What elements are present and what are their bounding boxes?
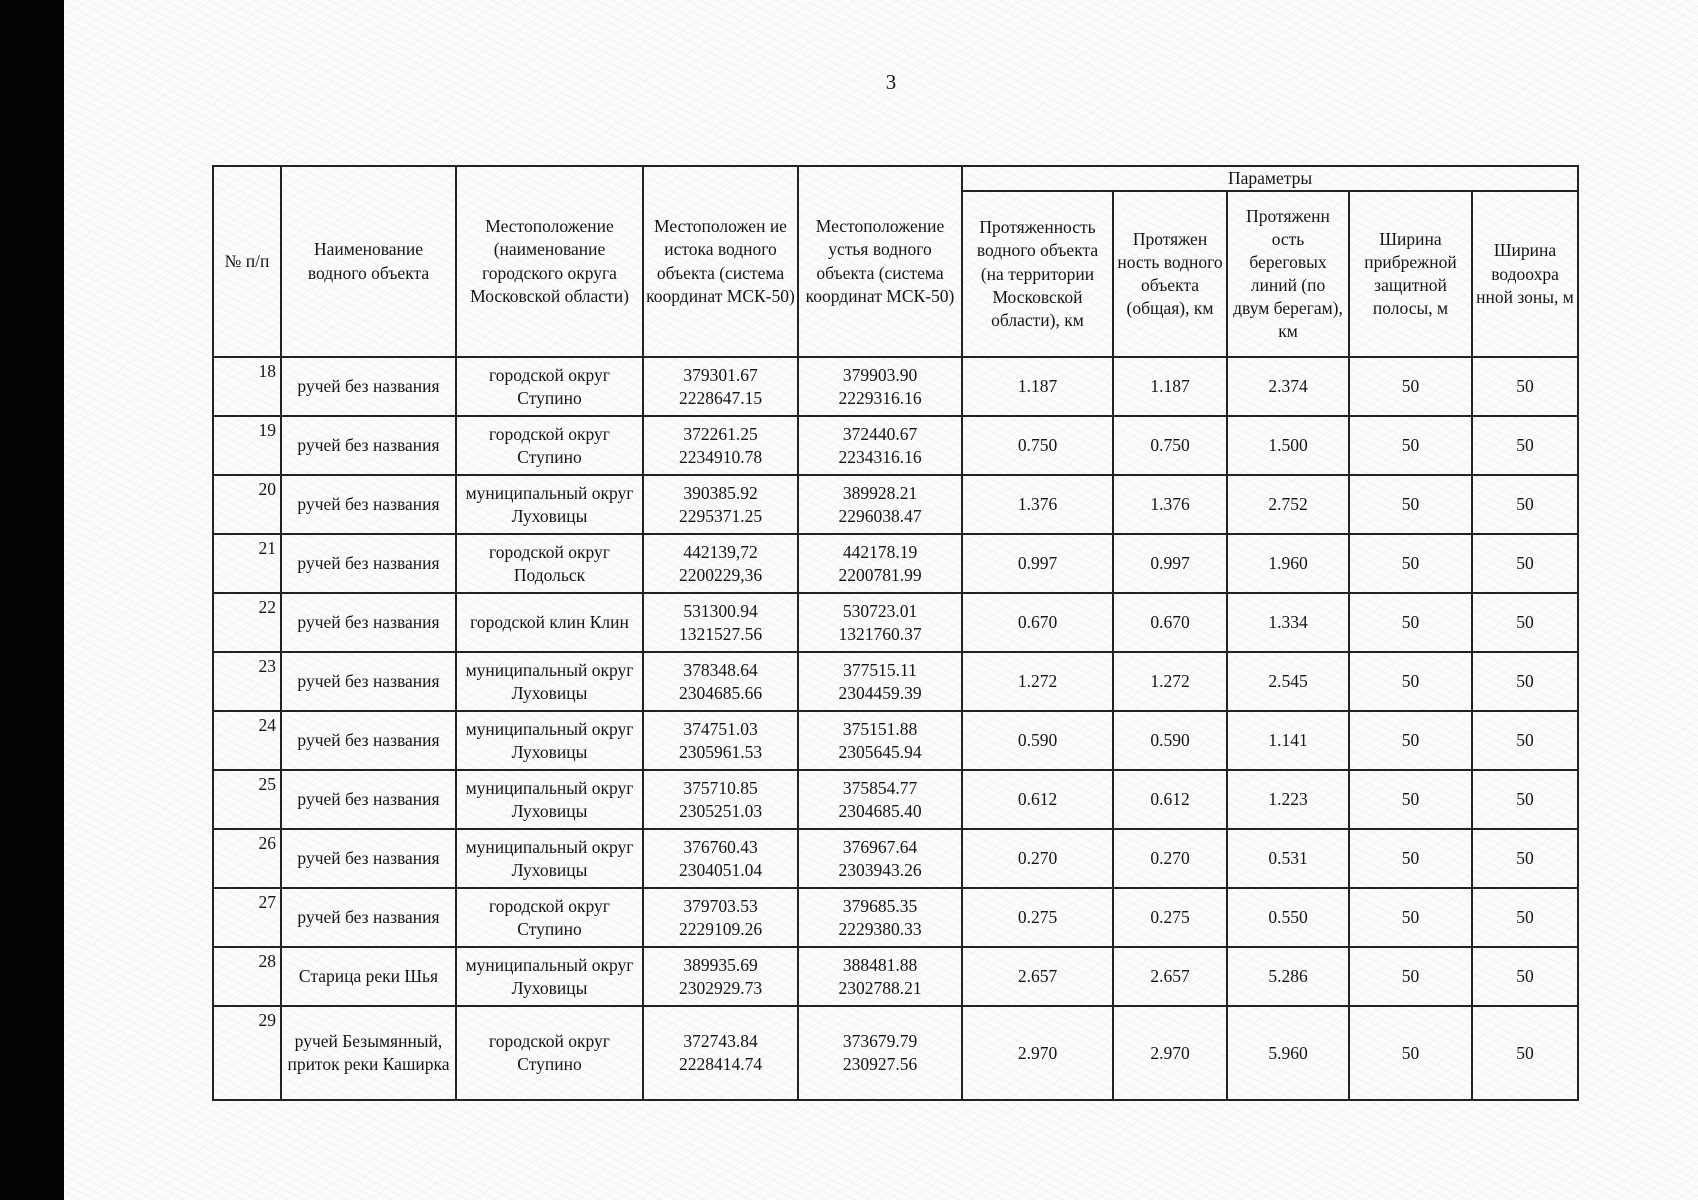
row-number: 19 (213, 416, 281, 475)
row-number: 23 (213, 652, 281, 711)
mouth-x: 530723.01 (842, 600, 918, 621)
mouth-coordinates (798, 888, 962, 947)
source-coordinates (643, 829, 798, 888)
scanner-edge (0, 0, 64, 1200)
water-object-name: ручей Безымянный, приток реки Каширка (281, 1006, 456, 1100)
water-object-name: ручей без названия (281, 711, 456, 770)
mouth-coordinates (798, 1006, 962, 1100)
protection-zone-value: 50 (1472, 357, 1578, 416)
source-y: 2229109.26 (678, 918, 763, 939)
source-y: 1321527.56 (678, 623, 763, 644)
length-region-value: 0.590 (962, 711, 1113, 770)
source-y: 2228414.74 (678, 1054, 763, 1075)
source-coordinates (643, 652, 798, 711)
row-number: 28 (213, 947, 281, 1006)
length-region-value: 0.612 (962, 770, 1113, 829)
protection-zone-value: 50 (1472, 652, 1578, 711)
source-y: 2305961.53 (678, 741, 763, 762)
location-name: городской округ Подольск (456, 534, 643, 593)
mouth-x: 389928.21 (842, 482, 918, 503)
shore-length-value: 1.334 (1227, 593, 1349, 652)
mouth-y: 2304685.40 (838, 800, 922, 821)
mouth-coordinates (798, 416, 962, 475)
source-coordinates (643, 947, 798, 1006)
protection-zone-value: 50 (1472, 711, 1578, 770)
source-coordinates (643, 357, 798, 416)
protection-zone-value: 50 (1472, 947, 1578, 1006)
location-name: городской округ Ступино (456, 357, 643, 416)
shore-length-value: 2.545 (1227, 652, 1349, 711)
source-coordinates (643, 888, 798, 947)
table-row (213, 416, 1578, 475)
coastal-strip-value: 50 (1349, 888, 1472, 947)
table-body (213, 357, 1578, 1100)
source-coordinates (643, 475, 798, 534)
source-x: 379703.53 (683, 895, 758, 916)
length-region-value: 0.275 (962, 888, 1113, 947)
location-name: муниципальный округ Луховицы (456, 770, 643, 829)
mouth-y: 2229316.16 (838, 387, 922, 408)
source-x: 389935.69 (683, 954, 758, 975)
source-y: 2304685.66 (678, 682, 763, 703)
mouth-y: 2229380.33 (838, 918, 922, 939)
protection-zone-value: 50 (1472, 829, 1578, 888)
length-total-value: 0.612 (1113, 770, 1227, 829)
table-row (213, 947, 1578, 1006)
location-name: муниципальный округ Луховицы (456, 652, 643, 711)
coastal-strip-value: 50 (1349, 475, 1472, 534)
coastal-strip-value: 50 (1349, 593, 1472, 652)
source-coordinates (643, 593, 798, 652)
header-source: Местоположен ие истока водного объекта (система координат МСК-50) (643, 166, 798, 357)
row-number: 25 (213, 770, 281, 829)
water-object-name: ручей без названия (281, 357, 456, 416)
water-object-name: ручей без названия (281, 888, 456, 947)
location-name: городской округ Ступино (456, 1006, 643, 1100)
length-total-value: 0.590 (1113, 711, 1227, 770)
location-name: городской округ Ступино (456, 416, 643, 475)
mouth-x: 379685.35 (842, 895, 918, 916)
header-length-region: Протяженность водного объекта (на территории Московской области), км (962, 191, 1113, 357)
length-region-value: 1.187 (962, 357, 1113, 416)
row-number: 26 (213, 829, 281, 888)
row-number: 20 (213, 475, 281, 534)
length-region-value: 1.376 (962, 475, 1113, 534)
table-row (213, 1006, 1578, 1100)
row-number: 27 (213, 888, 281, 947)
header-length-total: Протяжен ность водного объекта (общая), км (1113, 191, 1227, 357)
source-x: 531300.94 (683, 600, 758, 621)
mouth-y: 2200781.99 (838, 564, 922, 585)
source-x: 375710.85 (683, 777, 758, 798)
length-total-value: 0.270 (1113, 829, 1227, 888)
water-object-name: ручей без названия (281, 593, 456, 652)
mouth-coordinates (798, 829, 962, 888)
coastal-strip-value: 50 (1349, 829, 1472, 888)
water-object-name: ручей без названия (281, 770, 456, 829)
length-total-value: 0.670 (1113, 593, 1227, 652)
mouth-coordinates (798, 947, 962, 1006)
source-y: 2295371.25 (678, 505, 763, 526)
mouth-y: 1321760.37 (838, 623, 922, 644)
length-total-value: 2.657 (1113, 947, 1227, 1006)
mouth-y: 2304459.39 (838, 682, 922, 703)
source-coordinates (643, 711, 798, 770)
water-objects-table (212, 165, 1579, 1101)
mouth-x: 377515.11 (843, 659, 917, 680)
coastal-strip-value: 50 (1349, 534, 1472, 593)
mouth-y: 230927.56 (842, 1054, 918, 1075)
row-number: 21 (213, 534, 281, 593)
table-row (213, 829, 1578, 888)
table-row (213, 475, 1578, 534)
header-shore-length: Протяженн ость береговых линий (по двум берегам), км (1227, 191, 1349, 357)
location-name: городской клин Клин (456, 593, 643, 652)
shore-length-value: 1.960 (1227, 534, 1349, 593)
length-total-value: 1.187 (1113, 357, 1227, 416)
mouth-x: 375151.88 (842, 718, 918, 739)
length-total-value: 0.997 (1113, 534, 1227, 593)
source-coordinates (643, 770, 798, 829)
mouth-y: 2305645.94 (838, 741, 922, 762)
protection-zone-value: 50 (1472, 534, 1578, 593)
shore-length-value: 2.752 (1227, 475, 1349, 534)
mouth-y: 2302788.21 (838, 977, 922, 998)
mouth-coordinates (798, 770, 962, 829)
length-total-value: 0.750 (1113, 416, 1227, 475)
source-x: 379301.67 (683, 364, 758, 385)
page-number: 3 (885, 70, 897, 94)
length-total-value: 1.272 (1113, 652, 1227, 711)
location-name: муниципальный округ Луховицы (456, 711, 643, 770)
mouth-coordinates (798, 593, 962, 652)
location-name: муниципальный округ Луховицы (456, 829, 643, 888)
shore-length-value: 2.374 (1227, 357, 1349, 416)
water-object-name: ручей без названия (281, 652, 456, 711)
source-coordinates (643, 1006, 798, 1100)
coastal-strip-value: 50 (1349, 711, 1472, 770)
source-x: 372261.25 (683, 423, 758, 444)
shore-length-value: 0.531 (1227, 829, 1349, 888)
mouth-x: 376967.64 (842, 836, 918, 857)
coastal-strip-value: 50 (1349, 1006, 1472, 1100)
source-y: 2234910.78 (678, 446, 763, 467)
mouth-coordinates (798, 711, 962, 770)
length-region-value: 0.997 (962, 534, 1113, 593)
location-name: городской округ Ступино (456, 888, 643, 947)
source-x: 442139,72 (683, 541, 758, 562)
row-number: 29 (213, 1006, 281, 1100)
shore-length-value: 5.286 (1227, 947, 1349, 1006)
length-region-value: 2.970 (962, 1006, 1113, 1100)
water-object-name: ручей без названия (281, 416, 456, 475)
shore-length-value: 1.500 (1227, 416, 1349, 475)
coastal-strip-value: 50 (1349, 652, 1472, 711)
table-row (213, 888, 1578, 947)
coastal-strip-value: 50 (1349, 770, 1472, 829)
table-row (213, 357, 1578, 416)
water-object-name: ручей без названия (281, 475, 456, 534)
table-row (213, 711, 1578, 770)
source-x: 390385.92 (683, 482, 758, 503)
mouth-y: 2296038.47 (838, 505, 922, 526)
coastal-strip-value: 50 (1349, 357, 1472, 416)
row-number: 22 (213, 593, 281, 652)
coastal-strip-value: 50 (1349, 947, 1472, 1006)
source-x: 374751.03 (683, 718, 758, 739)
water-object-name: ручей без названия (281, 829, 456, 888)
table-row (213, 652, 1578, 711)
source-coordinates (643, 416, 798, 475)
coastal-strip-value: 50 (1349, 416, 1472, 475)
source-y: 2305251.03 (678, 800, 763, 821)
table-row (213, 534, 1578, 593)
protection-zone-value: 50 (1472, 888, 1578, 947)
location-name: муниципальный округ Луховицы (456, 475, 643, 534)
length-total-value: 1.376 (1113, 475, 1227, 534)
mouth-y: 2234316.16 (838, 446, 922, 467)
source-x: 372743.84 (683, 1031, 758, 1051)
shore-length-value: 0.550 (1227, 888, 1349, 947)
length-region-value: 0.750 (962, 416, 1113, 475)
mouth-x: 379903.90 (842, 364, 918, 385)
mouth-x: 372440.67 (842, 423, 918, 444)
shore-length-value: 5.960 (1227, 1006, 1349, 1100)
shore-length-value: 1.223 (1227, 770, 1349, 829)
mouth-coordinates (798, 652, 962, 711)
mouth-coordinates (798, 475, 962, 534)
table-row (213, 593, 1578, 652)
water-object-name: ручей без названия (281, 534, 456, 593)
source-coordinates (643, 534, 798, 593)
header-protection-zone: Ширина водоохра нной зоны, м (1472, 191, 1578, 357)
length-total-value: 2.970 (1113, 1006, 1227, 1100)
mouth-x: 442178.19 (842, 541, 918, 562)
water-object-name: Старица реки Шья (281, 947, 456, 1006)
source-x: 376760.43 (683, 836, 758, 857)
protection-zone-value: 50 (1472, 475, 1578, 534)
length-region-value: 0.270 (962, 829, 1113, 888)
protection-zone-value: 50 (1472, 593, 1578, 652)
mouth-coordinates (798, 357, 962, 416)
location-name: муниципальный округ Луховицы (456, 947, 643, 1006)
header-name: Наименование водного объекта (281, 166, 456, 357)
shore-length-value: 1.141 (1227, 711, 1349, 770)
header-location: Местоположение (наименование городского округа Московской области) (456, 166, 643, 357)
mouth-coordinates (798, 534, 962, 593)
header-mouth: Местоположение устья водного объекта (система координат МСК-50) (798, 166, 962, 357)
length-region-value: 2.657 (962, 947, 1113, 1006)
header-coastal-strip: Ширина прибрежной защитной полосы, м (1349, 191, 1472, 357)
row-number: 18 (213, 357, 281, 416)
length-region-value: 1.272 (962, 652, 1113, 711)
header-num: № п/п (213, 166, 281, 357)
source-y: 2302929.73 (678, 977, 763, 998)
protection-zone-value: 50 (1472, 1006, 1578, 1100)
protection-zone-value: 50 (1472, 770, 1578, 829)
mouth-y: 2303943.26 (838, 859, 922, 880)
length-total-value: 0.275 (1113, 888, 1227, 947)
row-number: 24 (213, 711, 281, 770)
table-row (213, 770, 1578, 829)
mouth-x: 373679.79 (842, 1031, 918, 1051)
source-x: 378348.64 (683, 659, 758, 680)
mouth-x: 375854.77 (842, 777, 918, 798)
source-y: 2228647.15 (678, 387, 763, 408)
length-region-value: 0.670 (962, 593, 1113, 652)
header-parameters: Параметры (962, 166, 1578, 191)
mouth-x: 388481.88 (842, 954, 918, 975)
source-y: 2304051.04 (678, 859, 763, 880)
source-y: 2200229,36 (678, 564, 763, 585)
protection-zone-value: 50 (1472, 416, 1578, 475)
